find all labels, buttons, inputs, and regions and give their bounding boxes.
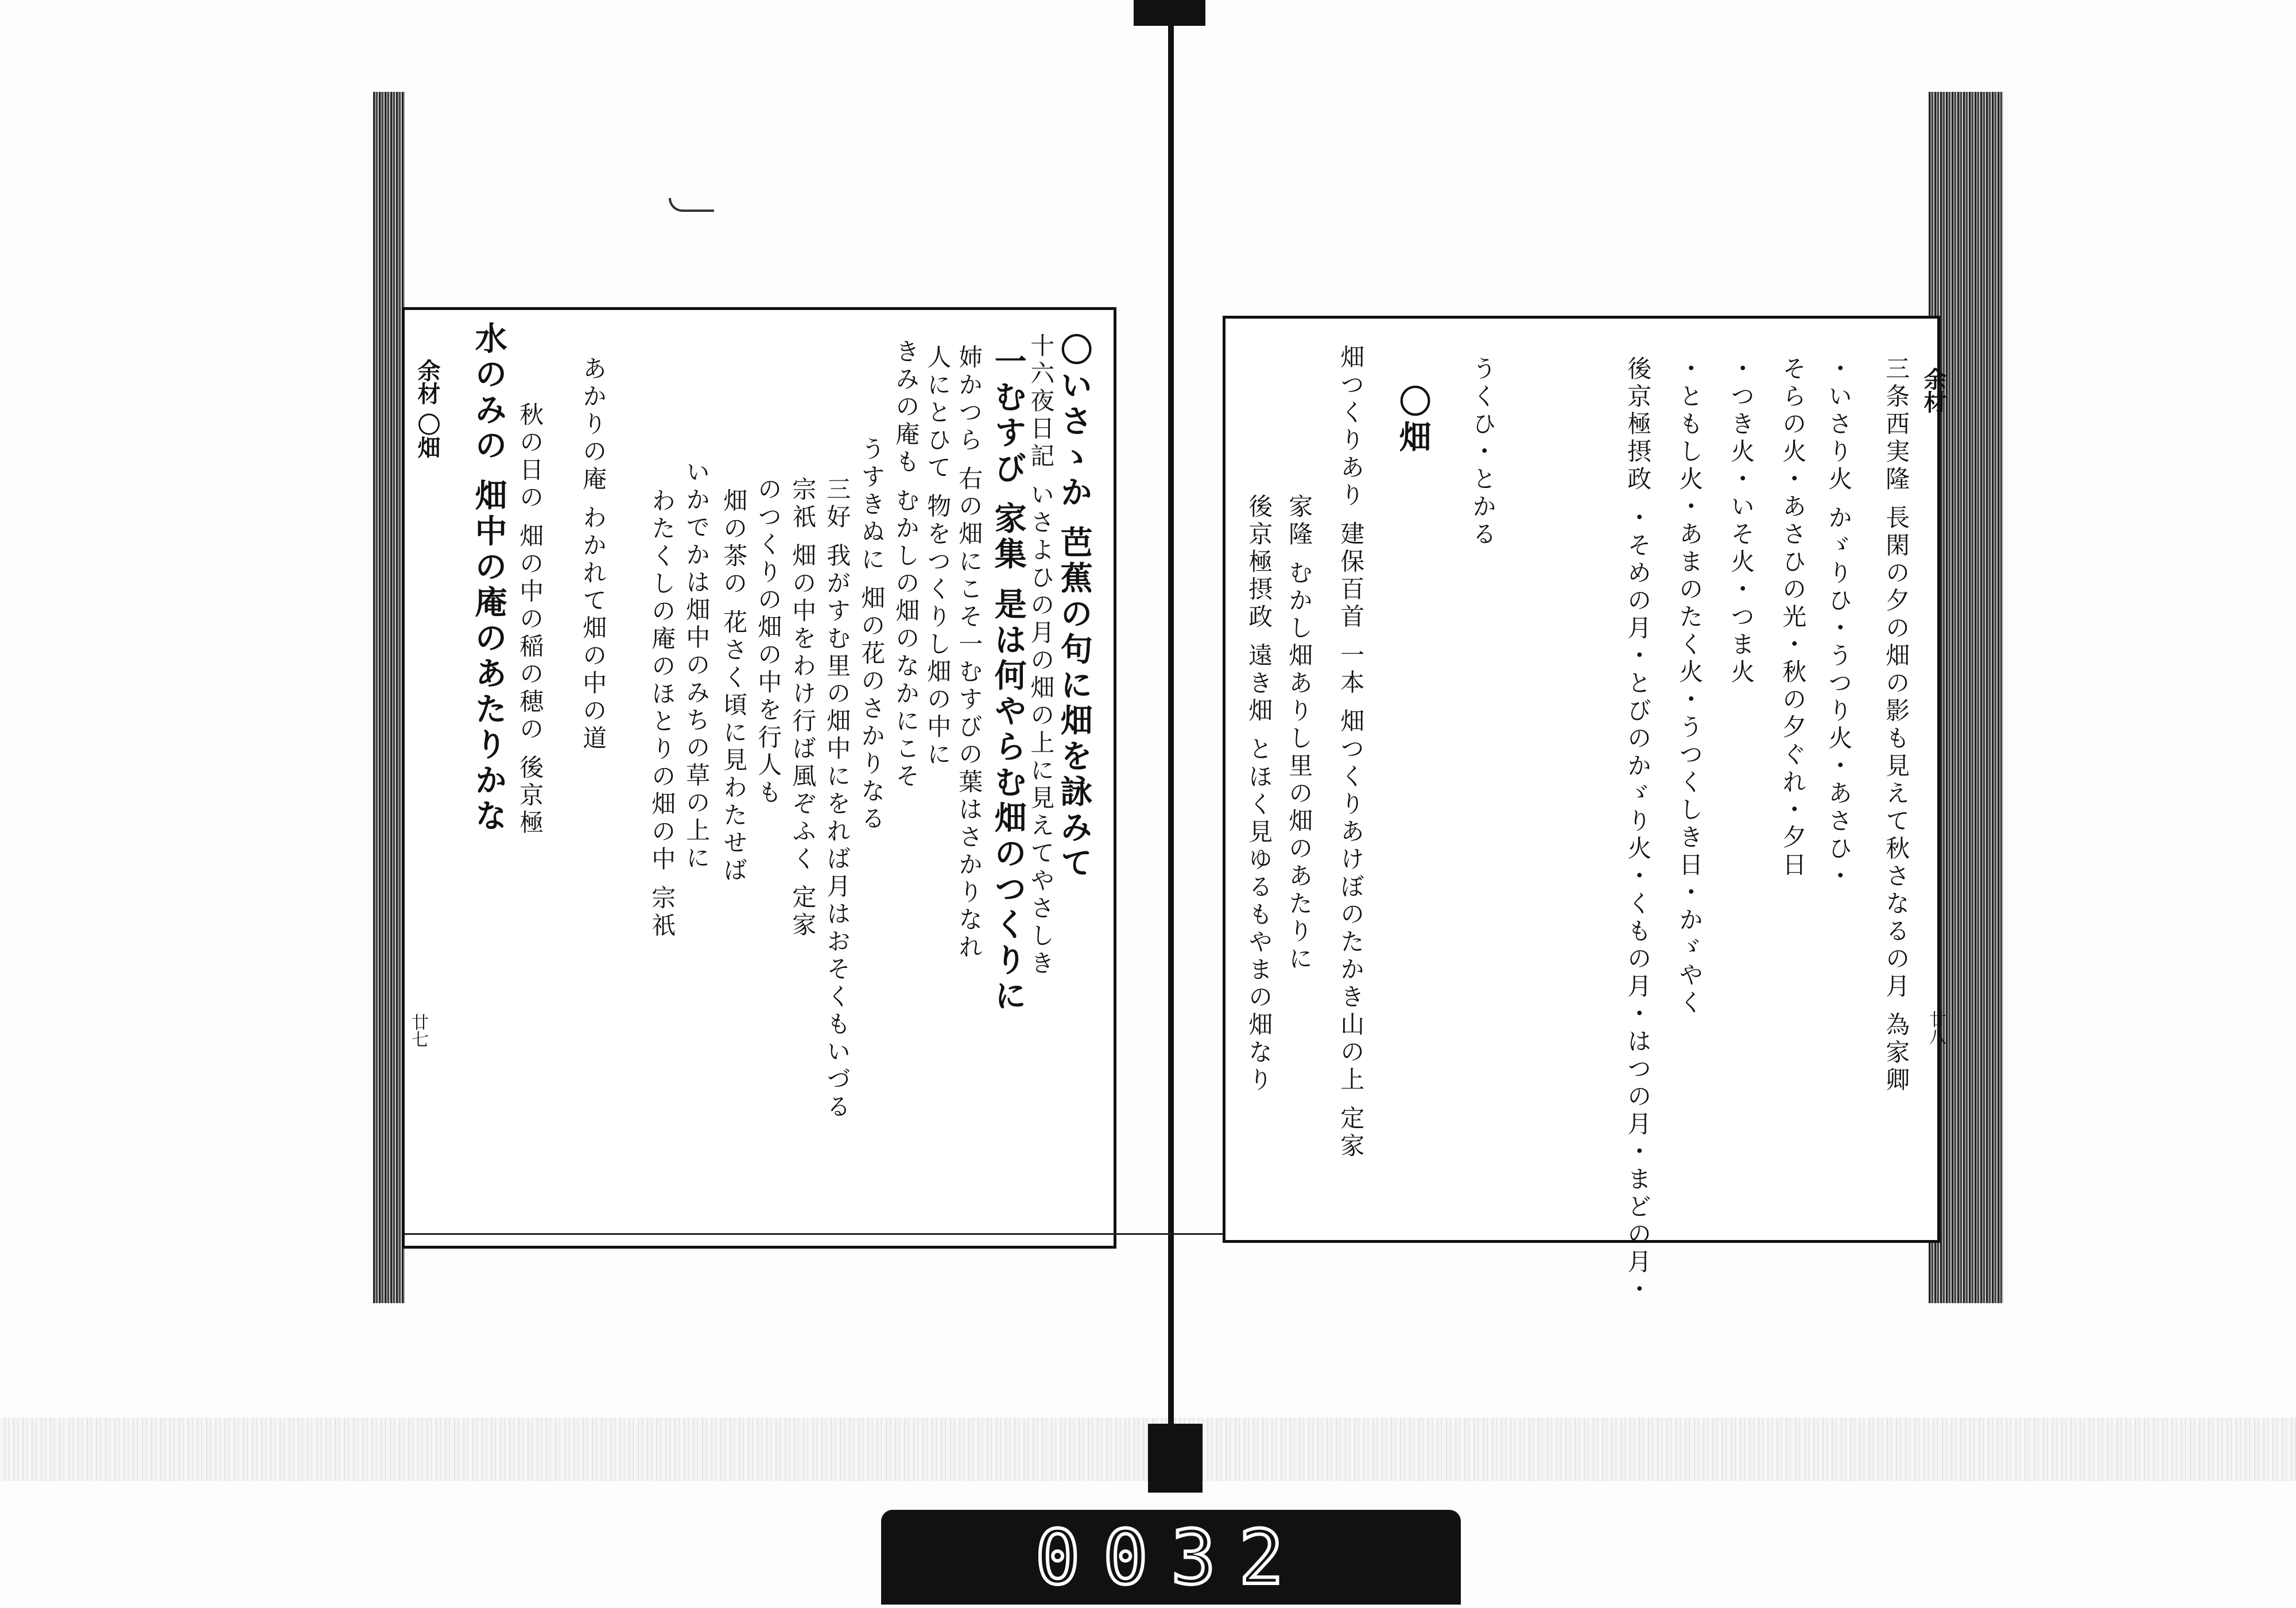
left-column-1: 〇いさゝか 芭蕉の句に畑を詠みて [1055,333,1093,882]
left-column-7: うすきぬに 畑の花のさかりなる [858,436,886,834]
left-column-10: のつくりの畑の中を行人も [754,476,783,807]
left-column-2: 十六夜日記 いさよひの月の畑の上に見えてやさしき [1027,333,1056,978]
bottom-clip [1148,1424,1203,1493]
right-column-5: ・ともし火・あまのたく火・うつくしき日・かゞやく [1676,356,1704,1017]
right-column-6: 後京極摂政 ・そめの月・とびのかゞり火・くもの月・はつの月・まどの月・ [1624,356,1653,1304]
left-column-3: 一むすび 家集 是は何やらむ畑のつくりに [989,344,1027,1014]
frame-counter-number: 0032 [1035,1513,1307,1601]
right-column-1: 三条西実隆 長閑の夕の畑の影も見えて秋さなるの月 為家卿 [1882,356,1911,1095]
right-column-2: ・いさり火 かゞりひ・うつり火・あさひ・ [1825,356,1853,891]
left-column-14: あかりの庵 わかれて畑の中の道 [579,356,608,753]
right-column-4: ・つき火・いそ火・つま火 [1727,356,1756,687]
stray-mark [669,198,714,212]
right-column-10: 家隆 むかし畑ありし里の畑のあたりに [1285,494,1314,974]
left-column-15: 秋の日の 畑の中の稲の穂の 後京極 [516,402,545,838]
left-page-folio: 廿七 [408,1013,428,1048]
right-page-header: 余材 [1920,367,1947,413]
right-column-7: うくひ・とかる [1469,356,1498,549]
left-column-16: 水のみの 畑中の庵のあたりかな [470,321,508,835]
right-column-11: 後京極摂政 遠き畑 とほく見ゆるもやまの畑なり [1245,494,1274,1095]
left-column-13: わたくしの庵のほとりの畑の中 宗祇 [648,488,677,940]
right-column-3: そらの火・あさひの光・秋の夕ぐれ・夕日 [1779,356,1808,879]
left-page-header: 余材 〇畑 [414,359,441,459]
left-page-edge [373,92,405,1303]
book-gutter [1168,0,1174,1470]
left-column-4: 姉かつら 右の畑にこそ一むすびの葉はさかりなれ [955,344,984,962]
left-column-5: 人にとひて 物をつくりし畑の中に [924,344,952,769]
right-column-8: 〇畑 [1394,385,1432,456]
left-column-11: 畑の茶の 花さく頃に見わたせば [720,488,748,885]
left-column-8: 三好 我がすむ里の畑中にをれば月はおそくもいづる [823,476,852,1122]
right-page-folio: 廿八 [1926,1010,1946,1045]
right-column-9: 畑つくりあり 建保百首 一本 畑つくりあけぼのたかき山の上 定家 [1337,344,1366,1161]
left-column-6: きみの庵も むかしの畑のなかにこそ [892,339,921,791]
left-column-12: いかでかは畑中のみちの草の上に [682,459,711,873]
frame-counter [881,1510,1461,1605]
left-column-9: 宗祇 畑の中をわけ行ば風ぞふく 定家 [789,476,817,940]
